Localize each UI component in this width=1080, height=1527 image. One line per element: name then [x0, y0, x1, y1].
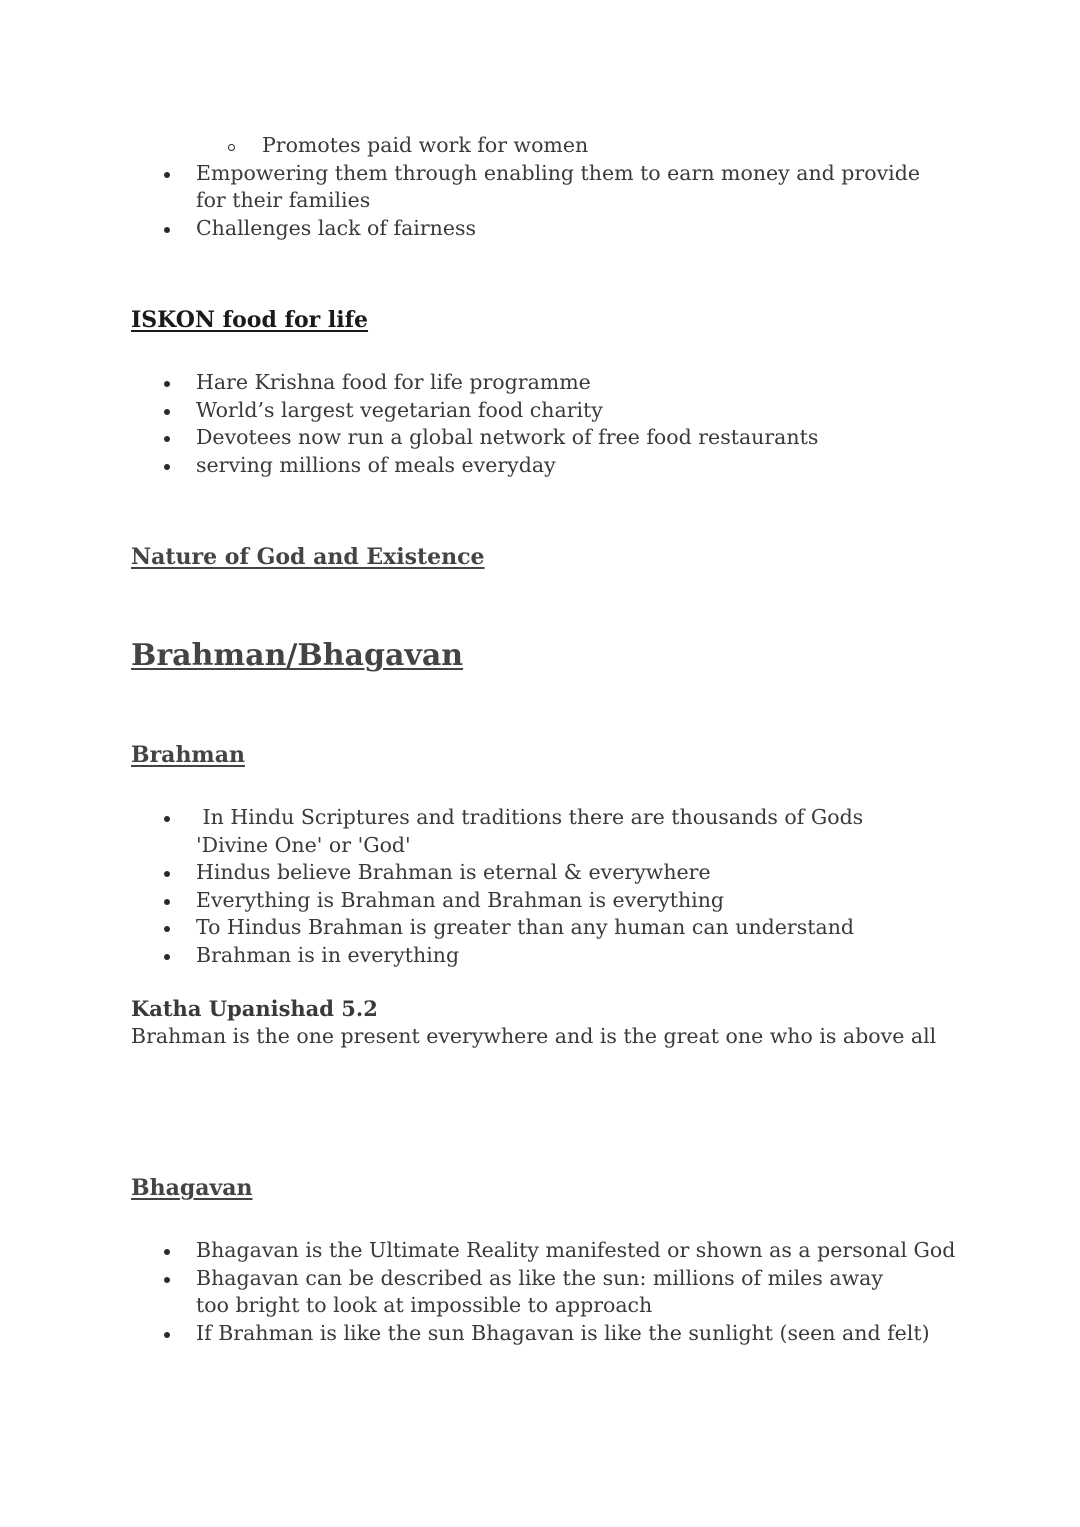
- brahman-heading: Brahman: [131, 742, 245, 768]
- hollow-bullet-icon: [228, 144, 235, 151]
- bullet-icon: [164, 172, 170, 178]
- bullet-icon: [164, 464, 170, 470]
- brahman-list: [0, 804, 1080, 969]
- iskon-list: [0, 369, 1080, 479]
- bullet-icon: [164, 409, 170, 415]
- list-item: Hindus believe Brahman is eternal & everywhere: [0, 859, 1080, 887]
- list-item: In Hindu Scriptures and traditions there are thousands of Gods 'Divine One' or 'God': [0, 804, 1080, 859]
- list-item: To Hindus Brahman is greater than any human can understand: [0, 914, 1080, 942]
- nature-heading: Nature of God and Existence: [131, 544, 485, 570]
- bullet-icon: [164, 1249, 170, 1255]
- bullet-icon: [164, 926, 170, 932]
- bullet-icon: [164, 871, 170, 877]
- list-item: serving millions of meals everyday: [0, 452, 1080, 480]
- list-item: World’s largest vegetarian food charity: [0, 397, 1080, 425]
- list-item: Brahman is in everything: [0, 942, 1080, 970]
- bullet-icon: [164, 899, 170, 905]
- page-title: Brahman/Bhagavan: [131, 638, 464, 673]
- bullet-icon: [164, 816, 170, 822]
- sub-list-item: Promotes paid work for women: [0, 132, 1080, 160]
- list-item: Devotees now run a global network of free food restaurants: [0, 424, 1080, 452]
- list-item: Hare Krishna food for life programme: [0, 369, 1080, 397]
- bullet-icon: [164, 954, 170, 960]
- list-item: Challenges lack of fairness: [0, 215, 1080, 243]
- bullet-icon: [164, 381, 170, 387]
- list-item: Bhagavan is the Ultimate Reality manifested or shown as a personal God: [0, 1237, 1080, 1265]
- intro-list: [0, 132, 1080, 242]
- bullet-icon: [164, 1277, 170, 1283]
- quote-text: Brahman is the one present everywhere and is the great one who is above all: [131, 1024, 937, 1048]
- bhagavan-list: [0, 1237, 1080, 1347]
- list-item: Bhagavan can be described as like the sun: millions of miles away too bright to look at impossible to approach: [0, 1265, 1080, 1320]
- bullet-icon: [164, 436, 170, 442]
- quote-title: Katha Upanishad 5.2: [131, 996, 378, 1021]
- iskon-heading: ISKON food for life: [131, 307, 369, 333]
- bhagavan-heading: Bhagavan: [131, 1175, 253, 1201]
- list-item: If Brahman is like the sun Bhagavan is like the sunlight (seen and felt): [0, 1320, 1080, 1348]
- bullet-icon: [164, 1332, 170, 1338]
- list-item: Empowering them through enabling them to earn money and provide for their families: [0, 160, 1080, 215]
- bullet-icon: [164, 227, 170, 233]
- list-item: Everything is Brahman and Brahman is everything: [0, 887, 1080, 915]
